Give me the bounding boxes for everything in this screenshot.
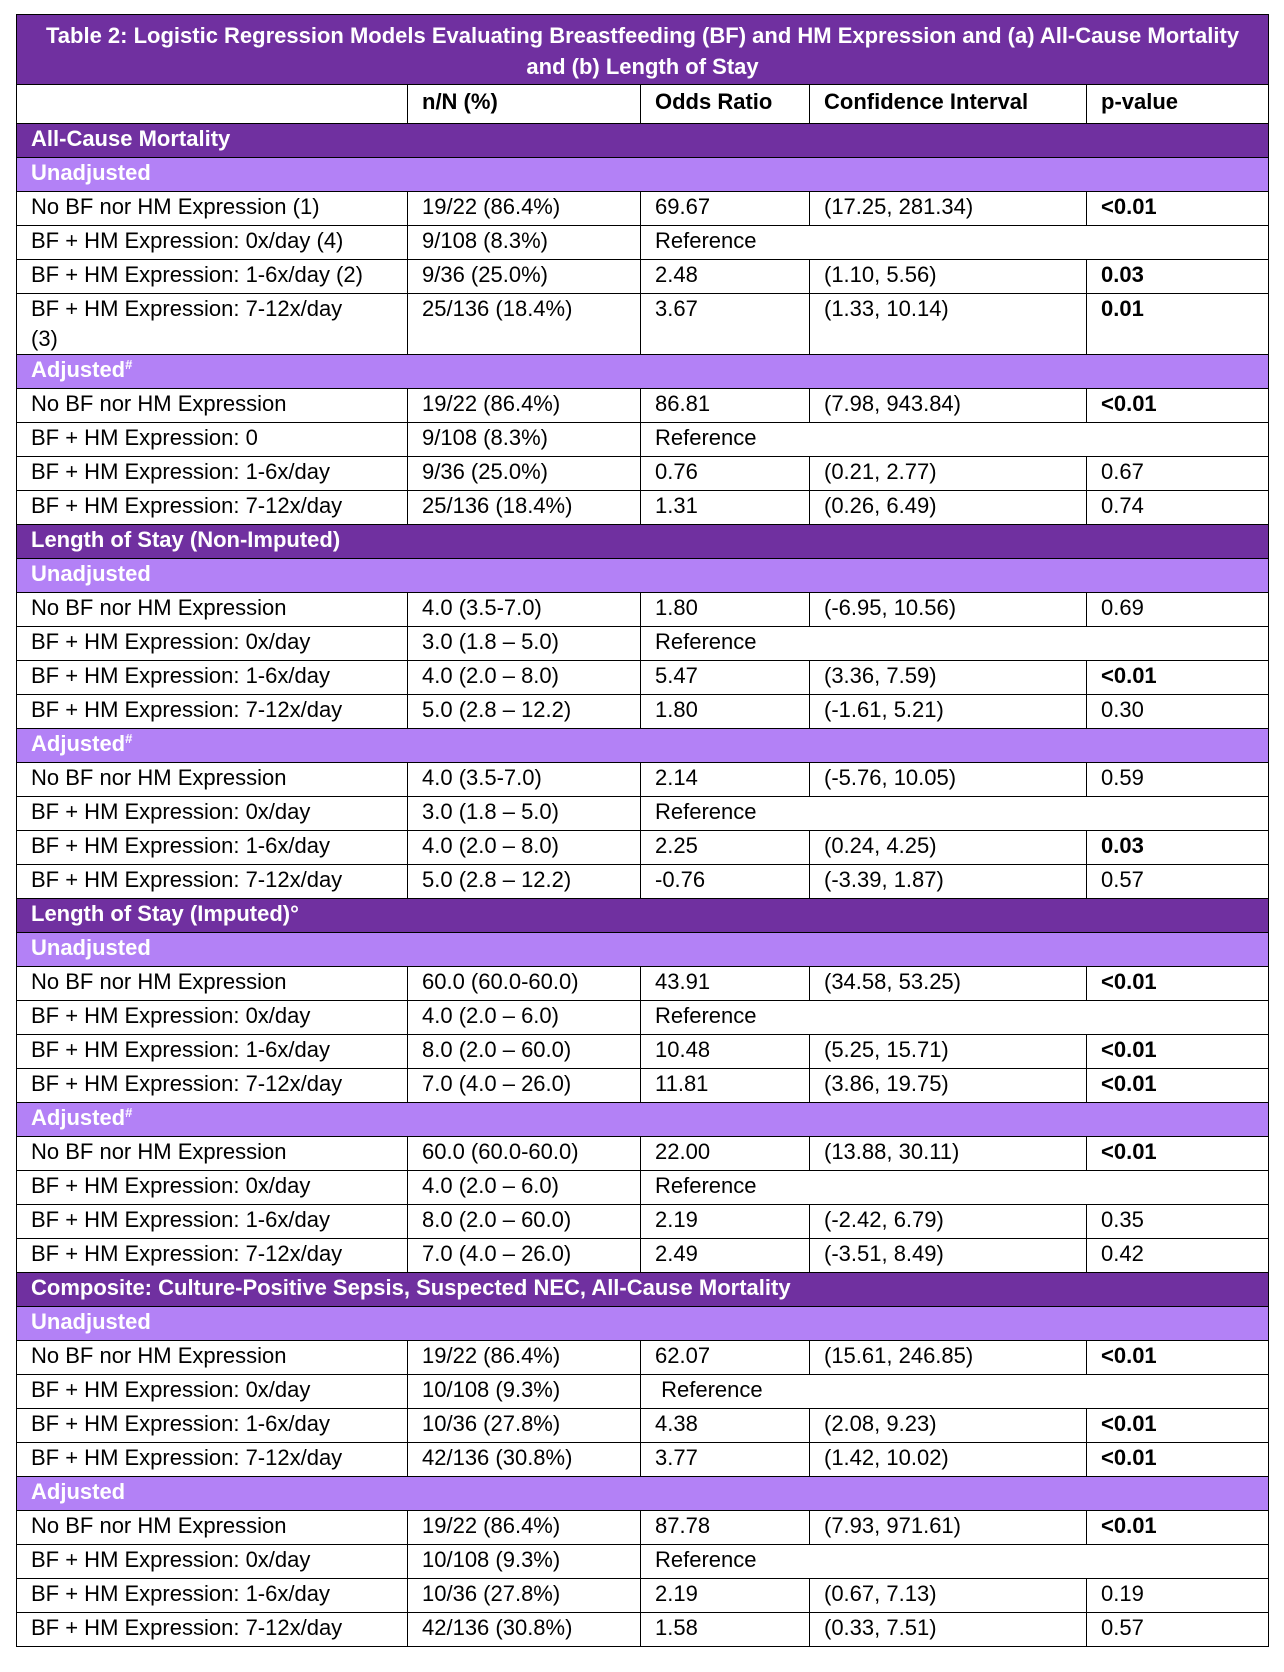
row-label: No BF nor HM Expression <box>17 967 408 1001</box>
cell-n: 25/136 (18.4%) <box>408 491 641 525</box>
cell-p-value <box>1087 226 1269 260</box>
cell-ci: (1.33, 10.14) <box>810 294 1087 355</box>
subsection-header-row <box>17 355 1269 389</box>
cell-odds-ratio: Reference <box>641 423 810 457</box>
cell-p-value <box>1087 1545 1269 1579</box>
subsection-title <box>17 158 1269 192</box>
cell-n: 3.0 (1.8 – 5.0) <box>408 797 641 831</box>
cell-odds-ratio: 0.76 <box>641 457 810 491</box>
cell-odds-ratio: Reference <box>641 1171 810 1205</box>
table-row <box>17 226 1269 260</box>
row-label: BF + HM Expression: 7-12x/day <box>17 1443 408 1477</box>
cell-n: 5.0 (2.8 – 12.2) <box>408 865 641 899</box>
table-row <box>17 695 1269 729</box>
section-header-row <box>17 124 1269 158</box>
cell-p-value: 0.30 <box>1087 695 1269 729</box>
cell-p-value <box>1087 423 1269 457</box>
cell-odds-ratio: 4.38 <box>641 1409 810 1443</box>
table-row <box>17 192 1269 226</box>
table-row <box>17 1001 1269 1035</box>
cell-odds-ratio: 2.19 <box>641 1579 810 1613</box>
subsection-label: Adjusted <box>31 1479 126 1504</box>
cell-p-value: 0.03 <box>1087 831 1269 865</box>
cell-n: 19/22 (86.4%) <box>408 1341 641 1375</box>
table-row <box>17 1035 1269 1069</box>
table-row <box>17 1409 1269 1443</box>
section-title <box>17 124 1269 158</box>
cell-ci: (-3.39, 1.87) <box>810 865 1087 899</box>
section-label: Length of Stay (Non-Imputed) <box>31 527 341 552</box>
cell-odds-ratio: 2.19 <box>641 1205 810 1239</box>
cell-ci <box>810 423 1087 457</box>
cell-odds-ratio: 3.67 <box>641 294 810 355</box>
row-label: BF + HM Expression: 1-6x/day (2) <box>17 260 408 294</box>
cell-ci: (2.08, 9.23) <box>810 1409 1087 1443</box>
cell-ci <box>810 1545 1087 1579</box>
cell-odds-ratio: Reference <box>641 1545 810 1579</box>
subsection-header-row <box>17 559 1269 593</box>
section-title <box>17 1273 1269 1307</box>
cell-n: 19/22 (86.4%) <box>408 1511 641 1545</box>
cell-odds-ratio: Reference <box>641 797 810 831</box>
cell-odds-ratio: 2.25 <box>641 831 810 865</box>
cell-p-value: <0.01 <box>1087 1069 1269 1103</box>
subsection-label: Unadjusted <box>31 561 151 586</box>
row-label: BF + HM Expression: 1-6x/day <box>17 1035 408 1069</box>
cell-n: 60.0 (60.0-60.0) <box>408 967 641 1001</box>
cell-ci: (0.21, 2.77) <box>810 457 1087 491</box>
column-header-p-value: p-value <box>1087 85 1269 124</box>
cell-odds-ratio: Reference <box>641 1375 810 1409</box>
section-label: Length of Stay (Imputed) <box>31 901 291 926</box>
cell-ci <box>810 1375 1087 1409</box>
row-label: BF + HM Expression: 7-12x/day <box>17 1239 408 1273</box>
cell-ci: (-3.51, 8.49) <box>810 1239 1087 1273</box>
cell-p-value <box>1087 1001 1269 1035</box>
row-label: BF + HM Expression: 1-6x/day <box>17 1579 408 1613</box>
cell-odds-ratio: 43.91 <box>641 967 810 1001</box>
cell-odds-ratio: Reference <box>641 1001 810 1035</box>
cell-n: 60.0 (60.0-60.0) <box>408 1137 641 1171</box>
cell-p-value: <0.01 <box>1087 1511 1269 1545</box>
row-label: BF + HM Expression: 7-12x/day <box>17 1069 408 1103</box>
table-row <box>17 593 1269 627</box>
subsection-marker: # <box>125 731 133 746</box>
row-label: BF + HM Expression: 7-12x/day <box>17 491 408 525</box>
cell-odds-ratio: 10.48 <box>641 1035 810 1069</box>
subsection-label: Adjusted <box>31 1105 126 1130</box>
cell-p-value: <0.01 <box>1087 389 1269 423</box>
subsection-header-row <box>17 933 1269 967</box>
row-label: BF + HM Expression: 1-6x/day <box>17 831 408 865</box>
cell-ci: (3.36, 7.59) <box>810 661 1087 695</box>
subsection-title <box>17 1103 1269 1137</box>
table-row <box>17 627 1269 661</box>
table-row <box>17 763 1269 797</box>
cell-odds-ratio: Reference <box>641 627 810 661</box>
row-label: BF + HM Expression: 1-6x/day <box>17 661 408 695</box>
table-row <box>17 1545 1269 1579</box>
table-row <box>17 967 1269 1001</box>
cell-ci: (0.33, 7.51) <box>810 1613 1087 1647</box>
subsection-label: Unadjusted <box>31 1309 151 1334</box>
table-row <box>17 797 1269 831</box>
cell-ci: (0.67, 7.13) <box>810 1579 1087 1613</box>
cell-n: 25/136 (18.4%) <box>408 294 641 355</box>
cell-n: 4.0 (3.5-7.0) <box>408 763 641 797</box>
table-row <box>17 831 1269 865</box>
section-title <box>17 899 1269 933</box>
cell-odds-ratio: 86.81 <box>641 389 810 423</box>
cell-odds-ratio: -0.76 <box>641 865 810 899</box>
cell-p-value: 0.69 <box>1087 593 1269 627</box>
cell-n: 8.0 (2.0 – 60.0) <box>408 1205 641 1239</box>
cell-ci: (0.26, 6.49) <box>810 491 1087 525</box>
cell-n: 7.0 (4.0 – 26.0) <box>408 1239 641 1273</box>
cell-n: 42/136 (30.8%) <box>408 1443 641 1477</box>
cell-odds-ratio: 5.47 <box>641 661 810 695</box>
cell-n: 42/136 (30.8%) <box>408 1613 641 1647</box>
cell-p-value: 0.57 <box>1087 1613 1269 1647</box>
cell-n: 10/36 (27.8%) <box>408 1579 641 1613</box>
cell-p-value: <0.01 <box>1087 1341 1269 1375</box>
row-label: BF + HM Expression: 7-12x/day (3) <box>17 294 408 355</box>
table-title-row <box>17 15 1269 85</box>
row-label: BF + HM Expression: 0x/day <box>17 627 408 661</box>
row-label: BF + HM Expression: 0x/day <box>17 797 408 831</box>
table-row <box>17 1171 1269 1205</box>
cell-odds-ratio: 11.81 <box>641 1069 810 1103</box>
row-label: BF + HM Expression: 0x/day (4) <box>17 226 408 260</box>
cell-p-value: 0.35 <box>1087 1205 1269 1239</box>
table-row <box>17 1341 1269 1375</box>
cell-odds-ratio: Reference <box>641 226 810 260</box>
table-row <box>17 865 1269 899</box>
row-label: BF + HM Expression: 1-6x/day <box>17 1409 408 1443</box>
cell-ci: (7.93, 971.61) <box>810 1511 1087 1545</box>
row-label: BF + HM Expression: 1-6x/day <box>17 457 408 491</box>
cell-n: 4.0 (2.0 – 6.0) <box>408 1001 641 1035</box>
subsection-header-row <box>17 1103 1269 1137</box>
row-label: BF + HM Expression: 7-12x/day <box>17 695 408 729</box>
row-label: No BF nor HM Expression <box>17 1341 408 1375</box>
cell-ci: (7.98, 943.84) <box>810 389 1087 423</box>
cell-ci: (-1.61, 5.21) <box>810 695 1087 729</box>
cell-n: 9/108 (8.3%) <box>408 423 641 457</box>
cell-n: 4.0 (2.0 – 8.0) <box>408 661 641 695</box>
section-header-row <box>17 525 1269 559</box>
cell-n: 9/108 (8.3%) <box>408 226 641 260</box>
cell-p-value: <0.01 <box>1087 1035 1269 1069</box>
cell-n: 4.0 (2.0 – 6.0) <box>408 1171 641 1205</box>
subsection-header-row <box>17 1477 1269 1511</box>
cell-ci <box>810 1171 1087 1205</box>
cell-ci <box>810 1001 1087 1035</box>
subsection-title <box>17 729 1269 763</box>
cell-n: 10/108 (9.3%) <box>408 1375 641 1409</box>
cell-odds-ratio: 69.67 <box>641 192 810 226</box>
subsection-header-row <box>17 729 1269 763</box>
regression-table <box>16 14 1269 1647</box>
cell-p-value: <0.01 <box>1087 1409 1269 1443</box>
cell-ci <box>810 627 1087 661</box>
cell-p-value: 0.57 <box>1087 865 1269 899</box>
cell-p-value: <0.01 <box>1087 1443 1269 1477</box>
cell-odds-ratio: 87.78 <box>641 1511 810 1545</box>
cell-ci: (-5.76, 10.05) <box>810 763 1087 797</box>
cell-odds-ratio: 1.80 <box>641 695 810 729</box>
cell-p-value: <0.01 <box>1087 661 1269 695</box>
subsection-label: Adjusted <box>31 357 126 382</box>
row-label: BF + HM Expression: 0x/day <box>17 1001 408 1035</box>
row-label: BF + HM Expression: 1-6x/day <box>17 1205 408 1239</box>
section-title <box>17 525 1269 559</box>
row-label: BF + HM Expression: 7-12x/day <box>17 865 408 899</box>
cell-n: 19/22 (86.4%) <box>408 192 641 226</box>
cell-p-value: 0.42 <box>1087 1239 1269 1273</box>
cell-p-value <box>1087 797 1269 831</box>
cell-p-value: 0.03 <box>1087 260 1269 294</box>
cell-odds-ratio: 1.31 <box>641 491 810 525</box>
cell-n: 3.0 (1.8 – 5.0) <box>408 627 641 661</box>
subsection-title <box>17 559 1269 593</box>
cell-ci: (1.10, 5.56) <box>810 260 1087 294</box>
section-label: All-Cause Mortality <box>31 126 231 151</box>
row-label: BF + HM Expression: 0x/day <box>17 1545 408 1579</box>
column-header-n: n/N (%) <box>408 85 641 124</box>
table-row <box>17 294 1269 355</box>
row-label: No BF nor HM Expression <box>17 389 408 423</box>
cell-n: 10/36 (27.8%) <box>408 1409 641 1443</box>
cell-p-value: 0.67 <box>1087 457 1269 491</box>
table-row <box>17 1137 1269 1171</box>
cell-odds-ratio: 3.77 <box>641 1443 810 1477</box>
subsection-title <box>17 1307 1269 1341</box>
row-label: BF + HM Expression: 0x/day <box>17 1375 408 1409</box>
cell-ci <box>810 797 1087 831</box>
cell-odds-ratio: 2.48 <box>641 260 810 294</box>
cell-ci: (-2.42, 6.79) <box>810 1205 1087 1239</box>
cell-n: 4.0 (2.0 – 8.0) <box>408 831 641 865</box>
cell-ci: (34.58, 53.25) <box>810 967 1087 1001</box>
cell-p-value: <0.01 <box>1087 192 1269 226</box>
row-label: BF + HM Expression: 0x/day <box>17 1171 408 1205</box>
subsection-header-row <box>17 158 1269 192</box>
row-label: BF + HM Expression: 7-12x/day <box>17 1613 408 1647</box>
cell-n: 9/36 (25.0%) <box>408 260 641 294</box>
cell-p-value: 0.59 <box>1087 763 1269 797</box>
subsection-title <box>17 355 1269 389</box>
cell-n: 4.0 (3.5-7.0) <box>408 593 641 627</box>
cell-odds-ratio: 1.58 <box>641 1613 810 1647</box>
subsection-label: Unadjusted <box>31 935 151 960</box>
cell-p-value: <0.01 <box>1087 1137 1269 1171</box>
table-row <box>17 661 1269 695</box>
table-row <box>17 389 1269 423</box>
table-row <box>17 1239 1269 1273</box>
section-header-row <box>17 899 1269 933</box>
column-header-ci: Confidence Interval <box>810 85 1087 124</box>
cell-n: 9/36 (25.0%) <box>408 457 641 491</box>
subsection-marker: # <box>125 1105 133 1120</box>
cell-n: 10/108 (9.3%) <box>408 1545 641 1579</box>
subsection-title <box>17 933 1269 967</box>
table-row <box>17 457 1269 491</box>
table-row <box>17 423 1269 457</box>
cell-p-value <box>1087 1171 1269 1205</box>
section-label: Composite: Culture-Positive Sepsis, Suspected NEC, All-Cause Mortality <box>31 1275 791 1300</box>
cell-p-value <box>1087 1375 1269 1409</box>
cell-ci: (1.42, 10.02) <box>810 1443 1087 1477</box>
cell-n: 19/22 (86.4%) <box>408 389 641 423</box>
row-label: No BF nor HM Expression <box>17 1137 408 1171</box>
cell-p-value: <0.01 <box>1087 967 1269 1001</box>
cell-odds-ratio: 22.00 <box>641 1137 810 1171</box>
table-row <box>17 1205 1269 1239</box>
cell-p-value: 0.01 <box>1087 294 1269 355</box>
table-row <box>17 491 1269 525</box>
table-row <box>17 1613 1269 1647</box>
cell-p-value: 0.19 <box>1087 1579 1269 1613</box>
cell-odds-ratio: 2.49 <box>641 1239 810 1273</box>
table-row <box>17 1579 1269 1613</box>
cell-odds-ratio: 2.14 <box>641 763 810 797</box>
cell-ci: (3.86, 19.75) <box>810 1069 1087 1103</box>
cell-p-value: 0.74 <box>1087 491 1269 525</box>
cell-ci: (-6.95, 10.56) <box>810 593 1087 627</box>
cell-ci: (17.25, 281.34) <box>810 192 1087 226</box>
table-container <box>16 14 1268 1647</box>
subsection-label: Adjusted <box>31 731 126 756</box>
table-row <box>17 1069 1269 1103</box>
column-header-row <box>17 85 1269 124</box>
section-header-row <box>17 1273 1269 1307</box>
row-label: No BF nor HM Expression <box>17 593 408 627</box>
cell-p-value <box>1087 627 1269 661</box>
cell-odds-ratio: 62.07 <box>641 1341 810 1375</box>
cell-ci: (5.25, 15.71) <box>810 1035 1087 1069</box>
cell-odds-ratio: 1.80 <box>641 593 810 627</box>
table-row <box>17 1511 1269 1545</box>
table-row <box>17 1443 1269 1477</box>
cell-n: 8.0 (2.0 – 60.0) <box>408 1035 641 1069</box>
subsection-header-row <box>17 1307 1269 1341</box>
cell-ci: (13.88, 30.11) <box>810 1137 1087 1171</box>
subsection-title <box>17 1477 1269 1511</box>
table-row <box>17 260 1269 294</box>
row-label: BF + HM Expression: 0 <box>17 423 408 457</box>
cell-ci: (15.61, 246.85) <box>810 1341 1087 1375</box>
column-header-odds-ratio: Odds Ratio <box>641 85 810 124</box>
section-marker: ° <box>290 901 299 926</box>
cell-n: 5.0 (2.8 – 12.2) <box>408 695 641 729</box>
row-label: No BF nor HM Expression (1) <box>17 192 408 226</box>
cell-ci <box>810 226 1087 260</box>
column-header-label <box>17 85 408 124</box>
table-row <box>17 1375 1269 1409</box>
subsection-label: Unadjusted <box>31 160 151 185</box>
cell-ci: (0.24, 4.25) <box>810 831 1087 865</box>
cell-n: 7.0 (4.0 – 26.0) <box>408 1069 641 1103</box>
row-label: No BF nor HM Expression <box>17 763 408 797</box>
table-title: Table 2: Logistic Regression Models Evaluating Breastfeeding (BF) and HM Expression and (a) All-Cause Mortality and (b) Length of Stay <box>17 15 1269 85</box>
row-label: No BF nor HM Expression <box>17 1511 408 1545</box>
subsection-marker: # <box>125 357 133 372</box>
